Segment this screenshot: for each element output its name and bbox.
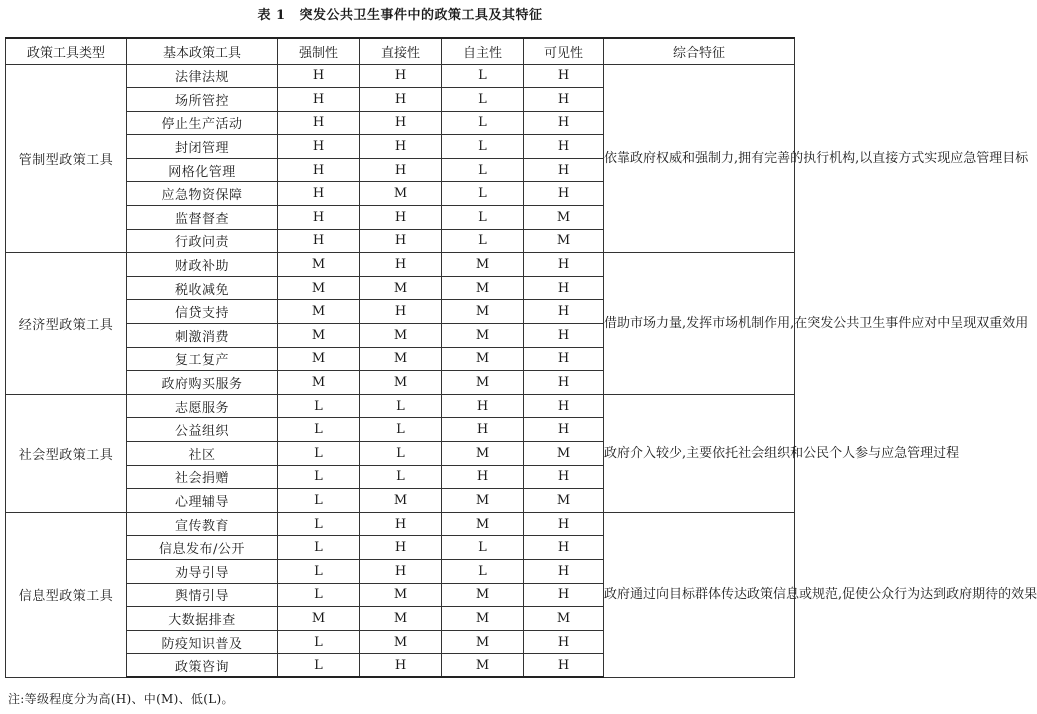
directness-cell: L xyxy=(360,465,442,489)
visibility-cell: H xyxy=(524,88,604,112)
visibility-cell: H xyxy=(524,300,604,324)
table-row xyxy=(6,253,795,277)
coerciveness-cell: L xyxy=(278,559,360,583)
table-note: 注:等级程度分为高(H)、中(M)、低(L)。 xyxy=(8,692,234,706)
coerciveness-cell: M xyxy=(278,324,360,348)
coerciveness-cell: H xyxy=(278,182,360,206)
basic-tool-cell: 信贷支持 xyxy=(127,300,278,324)
directness-cell: H xyxy=(360,253,442,277)
directness-cell: M xyxy=(360,371,442,395)
coerciveness-cell: M xyxy=(278,276,360,300)
autonomy-cell: M xyxy=(442,253,524,277)
autonomy-cell: M xyxy=(442,583,524,607)
basic-tool-cell: 财政补助 xyxy=(127,253,278,277)
autonomy-cell: M xyxy=(442,324,524,348)
basic-tool-cell: 监督督查 xyxy=(127,206,278,230)
coerciveness-cell: L xyxy=(278,394,360,418)
coerciveness-cell: H xyxy=(278,111,360,135)
visibility-cell: H xyxy=(524,371,604,395)
autonomy-cell: L xyxy=(442,135,524,159)
directness-cell: L xyxy=(360,442,442,466)
basic-tool-cell: 志愿服务 xyxy=(127,394,278,418)
visibility-cell: M xyxy=(524,206,604,230)
visibility-cell: M xyxy=(524,229,604,253)
basic-tool-cell: 社区 xyxy=(127,442,278,466)
visibility-cell: H xyxy=(524,276,604,300)
header-overall-features: 综合特征 xyxy=(604,38,795,64)
visibility-cell: H xyxy=(524,465,604,489)
autonomy-cell: M xyxy=(442,489,524,513)
autonomy-cell: L xyxy=(442,559,524,583)
autonomy-cell: L xyxy=(442,182,524,206)
coerciveness-cell: L xyxy=(278,442,360,466)
header-autonomy: 自主性 xyxy=(442,38,524,64)
directness-cell: H xyxy=(360,64,442,88)
visibility-cell: H xyxy=(524,135,604,159)
directness-cell: M xyxy=(360,607,442,631)
basic-tool-cell: 法律法规 xyxy=(127,64,278,88)
directness-cell: H xyxy=(360,111,442,135)
visibility-cell: M xyxy=(524,442,604,466)
autonomy-cell: M xyxy=(442,442,524,466)
directness-cell: M xyxy=(360,324,442,348)
coerciveness-cell: H xyxy=(278,158,360,182)
overall-feature-cell: 政府介入较少,主要依托社会组织和公民个人参与应急管理过程 xyxy=(604,394,795,512)
autonomy-cell: L xyxy=(442,206,524,230)
basic-tool-cell: 防疫知识普及 xyxy=(127,630,278,654)
visibility-cell: H xyxy=(524,654,604,678)
visibility-cell: H xyxy=(524,64,604,88)
overall-feature-cell: 政府通过向目标群体传达政策信息或规范,促使公众行为达到政府期待的效果 xyxy=(604,512,795,677)
policy-type-cell: 管制型政策工具 xyxy=(6,64,127,253)
visibility-cell: H xyxy=(524,536,604,560)
visibility-cell: H xyxy=(524,158,604,182)
policy-type-cell: 经济型政策工具 xyxy=(6,253,127,395)
directness-cell: L xyxy=(360,418,442,442)
autonomy-cell: H xyxy=(442,394,524,418)
coerciveness-cell: L xyxy=(278,630,360,654)
directness-cell: H xyxy=(360,559,442,583)
basic-tool-cell: 大数据排查 xyxy=(127,607,278,631)
coerciveness-cell: L xyxy=(278,512,360,536)
visibility-cell: H xyxy=(524,394,604,418)
visibility-cell: H xyxy=(524,418,604,442)
directness-cell: H xyxy=(360,654,442,678)
directness-cell: H xyxy=(360,158,442,182)
coerciveness-cell: H xyxy=(278,206,360,230)
autonomy-cell: M xyxy=(442,371,524,395)
visibility-cell: H xyxy=(524,253,604,277)
visibility-cell: H xyxy=(524,182,604,206)
table-row xyxy=(6,512,795,536)
coerciveness-cell: L xyxy=(278,489,360,513)
visibility-cell: H xyxy=(524,347,604,371)
basic-tool-cell: 信息发布/公开 xyxy=(127,536,278,560)
coerciveness-cell: H xyxy=(278,64,360,88)
table-row xyxy=(6,64,795,88)
coerciveness-cell: H xyxy=(278,135,360,159)
table-body xyxy=(6,64,1037,677)
basic-tool-cell: 税收减免 xyxy=(127,276,278,300)
basic-tool-cell: 舆情引导 xyxy=(127,583,278,607)
directness-cell: M xyxy=(360,489,442,513)
autonomy-cell: L xyxy=(442,536,524,560)
header-row xyxy=(6,38,795,64)
visibility-cell: H xyxy=(524,324,604,348)
table-title: 突发公共卫生事件中的政策工具及其特征 xyxy=(299,8,543,23)
directness-cell: H xyxy=(360,512,442,536)
basic-tool-cell: 政策咨询 xyxy=(127,654,278,678)
policy-type-cell: 信息型政策工具 xyxy=(6,512,127,677)
autonomy-cell: L xyxy=(442,111,524,135)
header-coerciveness: 强制性 xyxy=(278,38,360,64)
directness-cell: M xyxy=(360,583,442,607)
coerciveness-cell: L xyxy=(278,418,360,442)
header-tool-type: 政策工具类型 xyxy=(6,38,127,64)
basic-tool-cell: 行政问责 xyxy=(127,229,278,253)
visibility-cell: H xyxy=(524,559,604,583)
header-visibility: 可见性 xyxy=(524,38,604,64)
autonomy-cell: L xyxy=(442,229,524,253)
overall-feature-cell: 依靠政府权威和强制力,拥有完善的执行机构,以直接方式实现应急管理目标 xyxy=(604,64,795,253)
directness-cell: H xyxy=(360,206,442,230)
directness-cell: H xyxy=(360,300,442,324)
coerciveness-cell: L xyxy=(278,583,360,607)
directness-cell: H xyxy=(360,536,442,560)
coerciveness-cell: M xyxy=(278,371,360,395)
basic-tool-cell: 公益组织 xyxy=(127,418,278,442)
basic-tool-cell: 封闭管理 xyxy=(127,135,278,159)
autonomy-cell: M xyxy=(442,630,524,654)
coerciveness-cell: L xyxy=(278,536,360,560)
coerciveness-cell: L xyxy=(278,654,360,678)
directness-cell: M xyxy=(360,347,442,371)
basic-tool-cell: 宣传教育 xyxy=(127,512,278,536)
visibility-cell: H xyxy=(524,630,604,654)
basic-tool-cell: 应急物资保障 xyxy=(127,182,278,206)
autonomy-cell: M xyxy=(442,300,524,324)
basic-tool-cell: 网格化管理 xyxy=(127,158,278,182)
visibility-cell: H xyxy=(524,111,604,135)
table-row xyxy=(6,394,795,418)
directness-cell: L xyxy=(360,394,442,418)
coerciveness-cell: M xyxy=(278,253,360,277)
basic-tool-cell: 心理辅导 xyxy=(127,489,278,513)
coerciveness-cell: H xyxy=(278,88,360,112)
autonomy-cell: L xyxy=(442,64,524,88)
table-number: 表 1 xyxy=(257,8,286,23)
basic-tool-cell: 场所管控 xyxy=(127,88,278,112)
directness-cell: H xyxy=(360,88,442,112)
visibility-cell: H xyxy=(524,512,604,536)
basic-tool-cell: 复工复产 xyxy=(127,347,278,371)
header-basic-tool: 基本政策工具 xyxy=(127,38,278,64)
autonomy-cell: M xyxy=(442,607,524,631)
directness-cell: M xyxy=(360,276,442,300)
header-directness: 直接性 xyxy=(360,38,442,64)
coerciveness-cell: M xyxy=(278,347,360,371)
visibility-cell: H xyxy=(524,583,604,607)
autonomy-cell: H xyxy=(442,465,524,489)
directness-cell: H xyxy=(360,135,442,159)
policy-tools-table xyxy=(5,37,1037,678)
basic-tool-cell: 刺激消费 xyxy=(127,324,278,348)
coerciveness-cell: L xyxy=(278,465,360,489)
directness-cell: M xyxy=(360,182,442,206)
overall-feature-cell: 借助市场力量,发挥市场机制作用,在突发公共卫生事件应对中呈现双重效用 xyxy=(604,253,795,395)
table-caption xyxy=(0,4,800,23)
directness-cell: H xyxy=(360,229,442,253)
basic-tool-cell: 社会捐赠 xyxy=(127,465,278,489)
autonomy-cell: M xyxy=(442,276,524,300)
autonomy-cell: L xyxy=(442,158,524,182)
directness-cell: M xyxy=(360,630,442,654)
autonomy-cell: M xyxy=(442,654,524,678)
coerciveness-cell: M xyxy=(278,300,360,324)
autonomy-cell: L xyxy=(442,88,524,112)
autonomy-cell: H xyxy=(442,418,524,442)
basic-tool-cell: 政府购买服务 xyxy=(127,371,278,395)
coerciveness-cell: M xyxy=(278,607,360,631)
visibility-cell: M xyxy=(524,489,604,513)
policy-type-cell: 社会型政策工具 xyxy=(6,394,127,512)
visibility-cell: M xyxy=(524,607,604,631)
autonomy-cell: M xyxy=(442,347,524,371)
basic-tool-cell: 劝导引导 xyxy=(127,559,278,583)
coerciveness-cell: H xyxy=(278,229,360,253)
autonomy-cell: M xyxy=(442,512,524,536)
basic-tool-cell: 停止生产活动 xyxy=(127,111,278,135)
